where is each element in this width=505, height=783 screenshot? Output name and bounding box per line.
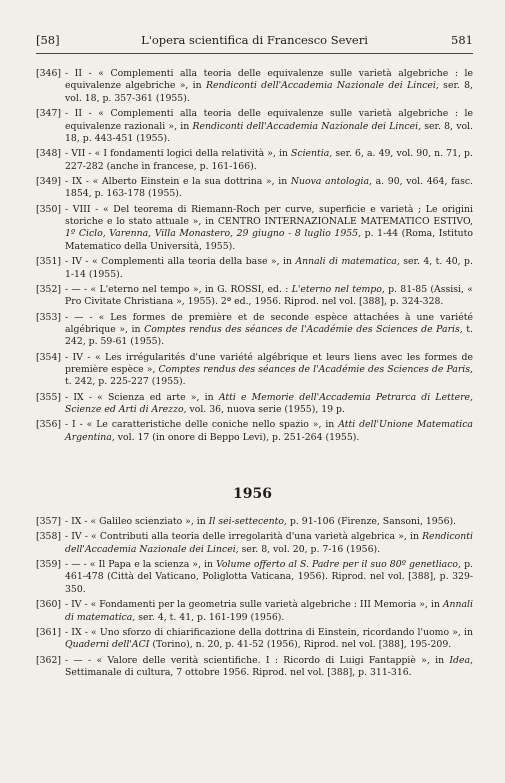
entry-code: - IX - [65,626,88,638]
entry-number: [359] [36,559,61,570]
entry-publication: Atti e Memorie dell'Accademia Petrarca di Lettere, Scienze ed Arti di Arezzo, [65,391,473,416]
entry-number: [362] [36,654,61,666]
entry-publication: Quaderni dell'ACI [65,639,150,651]
entry-code: - IX - [65,516,88,527]
running-title: L'opera scientifica di Francesco Severi [141,33,368,47]
entry-publication: Rendiconti dell'Accademia Nazionale dei Lincei, [192,120,422,132]
entry-number: [356] [36,419,61,431]
entry-details: vol. 17 (in onore di Beppo Levi), p. 251-264 (1955). [117,431,360,443]
entry-code: - — - [65,283,88,295]
entry-code: - IX - [65,391,92,403]
entry-title: « Alberto Einstein e la sua dottrina », in [92,175,288,187]
bibliography-entry [36,284,473,309]
entry-publication: Il sei-settecento, [208,516,287,527]
entry-details: ser. 4, t. 40, p. 1-14 (1955). [65,256,473,280]
entry-code: - I - [65,419,83,431]
entry-publication: Idea, [449,654,473,666]
entry-number: [352] [36,283,61,295]
running-header [36,33,473,49]
entry-number: [360] [36,599,61,611]
bibliography-entry [36,516,473,528]
entry-details: (Torino), n. 20, p. 41-52 (1956), Riprod. nel vol. [388], 195-209. [152,639,452,651]
entry-publication: Scientia, [291,148,333,160]
bibliography-entry [36,256,473,281]
entry-title: « Il Papa e la scienza », in [89,559,213,570]
entry-number: [350] [36,203,61,215]
bibliography-entry [36,148,473,173]
entry-title: « Uno sforzo di chiarificazione della dottrina di Einstein, ricordando l'uomo », in [91,626,473,638]
entry-details: ser. 8, vol. 20, p. 7-16 (1956). [241,543,381,555]
bibliography-entry [36,392,473,417]
entry-code: - VIII - [65,203,99,215]
year-heading: 1956 [233,486,272,502]
entry-publication: Annali di matematica, [295,256,400,268]
bibliography-entry [36,352,473,389]
bibliography-list-1955 [36,68,473,447]
page-number: 581 [451,33,473,47]
section-number: [58] [36,33,60,47]
entry-publication: Volume offerto al S. Padre per il suo 80º genetliaco, [216,559,461,570]
entry-code: - IX - [65,175,89,187]
bibliography-entry [36,419,473,444]
bibliography-entry [36,312,473,349]
entry-details: ser. 4, t. 41, p. 161-199 (1956). [138,611,285,623]
entry-code: - — - [65,654,92,666]
entry-code: - II - [65,68,92,79]
bibliography-entry [36,559,473,596]
entry-details: t. 242, p. 59-61 (1955). [65,323,473,348]
entry-publication: L'eterno nel tempo, [291,283,385,295]
entry-details: ser. 6, a. 49, vol. 90, n. 71, p. 227-282 (anche in francese, p. 161-166). [65,148,473,172]
entry-details: p. 461-478 (Città del Vaticano, Poliglotta Vaticana, 1956). Riprod. nel vol. [388], p. 329-350. [65,559,473,595]
bibliography-entry [36,176,473,201]
bibliography-entry [36,599,473,624]
entry-code: - IV - [65,351,91,363]
entry-number: [347] [36,108,61,120]
entry-number: [346] [36,68,61,79]
bibliography-entry [36,204,473,254]
entry-number: [357] [36,516,61,527]
entry-title: « Contributi alla teoria delle irregolarità d'una varietà algebrica », in [91,531,419,543]
entry-code: - IV - [65,531,88,543]
entry-code: - VII - [65,148,92,160]
entry-code: - — - [65,311,93,323]
entry-details: p. 91-106 (Firenze, Sansoni, 1956). [289,516,457,527]
entry-title: « Scienza ed arte », in [97,391,214,403]
bibliography-entry [36,627,473,652]
entry-title: « Complementi alla teoria della base », in [92,256,292,268]
header-rule [36,53,473,54]
entry-title: « Complementi alla teoria delle equivalenze sulle varietà algebriche : le equivalenze algebriche », in [65,68,473,92]
entry-details: p. 81-85 (Assisi, « Pro Civitate Christiana », 1955). 2ª ed., 1956. Riprod. nel vol. [388], p. 324-328. [65,283,473,308]
entry-code: - II - [65,108,92,120]
entry-number: [358] [36,531,61,543]
entry-publication: Comptes rendus des séances de l'Académie des Sciences de Paris, [158,364,473,376]
entry-number: [361] [36,626,61,638]
entry-publication: Rendiconti dell'Accademia Nazionale dei Lincei, [205,80,439,92]
bibliography-list-1956 [36,516,473,682]
entry-title: « Les irrégularités d'une variété algébrique et leurs liens avec les formes de première espèce », [65,351,473,376]
entry-number: [349] [36,175,61,187]
entry-publication: Nuova antologia, [290,175,372,187]
entry-number: [351] [36,256,61,268]
entry-title: « Complementi alla teoria delle equivalenze sulle varietà algebriche : le equivalenze razionali », in [65,108,473,132]
entry-details: vol. 36, nuova serie (1955), 19 p. [189,404,345,416]
entry-number: [355] [36,391,61,403]
bibliography-entry [36,655,473,680]
entry-details: t. 242, p. 225-227 (1955). [65,376,186,388]
entry-details: ser. 8, vol. 18, p. 443-451 (1955). [65,120,473,144]
entry-publication: Comptes rendus des séances de l'Académie des Sciences de Paris, [144,323,463,335]
entry-details: p. 1-44 (Roma, Istituto Matematico della Università, 1955). [65,228,473,252]
entry-title: « Les formes de première et de seconde espèce attachées à une variété algébrique », in [65,311,473,335]
entry-code: - — - [65,559,87,570]
entry-title: « I fondamenti logici della relatività », in [94,148,288,160]
entry-details: Settimanale di cultura, 7 ottobre 1956. Riprod. nel vol. [388], p. 311-316. [65,666,412,678]
entry-number: [353] [36,311,61,323]
entry-publication: Atti dell'Unione Matematica Argentina, [65,419,473,443]
bibliography-entry [36,531,473,556]
entry-publication: Annali di matematica, [65,599,473,623]
entry-title: « Del teorema di Riemann-Roch per curve, superficie e varietà ; Le origini storiche e lo stato attuale », in CENTRO INTERNAZIONALE MATEMATICO ESTIVO, [65,203,473,228]
entry-title: « Fondamenti per la geometria sulle varietà algebriche : III Memoria », in [90,599,440,611]
entry-number: [354] [36,351,61,363]
entry-title: « Le caratteristiche delle coniche nello spazio », in [86,419,335,431]
entry-code: - IV - [65,256,89,268]
entry-publication: 1º Ciclo, Varenna, Villa Monastero, 29 giugno - 8 luglio 1955, [65,228,362,240]
entry-title: « Galileo scienziato », in [90,516,206,527]
entry-details: ser. 8, vol. 18, p. 357-361 (1955). [65,80,473,104]
entry-details: a. 90, vol. 464, fasc. 1854, p. 163-178 (1955). [65,175,474,200]
entry-title: « Valore delle verità scientifiche. I : Ricordo di Luigi Fantappiè », in [96,654,445,666]
entry-code: - IV - [65,599,88,611]
bibliography-entry [36,108,473,145]
entry-publication: Rendiconti dell'Accademia Nazionale dei Lincei, [65,531,473,555]
entry-number: [348] [36,148,61,160]
bibliography-entry [36,68,473,105]
entry-title: « L'eterno nel tempo », in G. ROSSI, ed. : [90,283,289,295]
